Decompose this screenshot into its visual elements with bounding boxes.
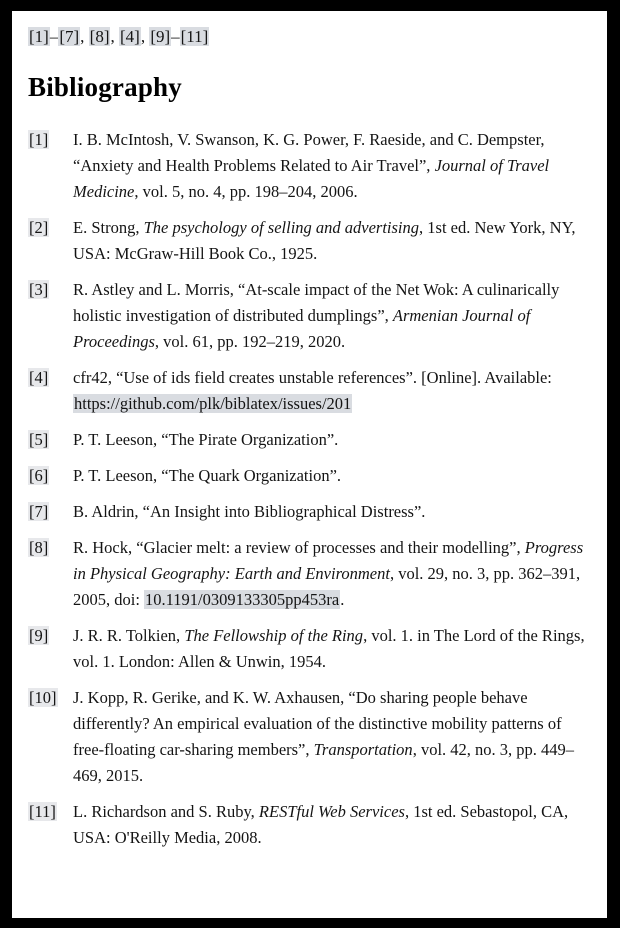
reference-item [28, 685, 599, 789]
reference-label-link[interactable]: [2] [29, 218, 49, 237]
reference-text-segment: P. T. Leeson, “The Pirate Organization”. [73, 430, 339, 449]
italic-title: Progress in Physical Geography: Earth and Environment [73, 538, 584, 583]
reference-label-link[interactable]: [5] [29, 430, 49, 449]
reference-text-segment: . [340, 590, 345, 609]
reference-label [28, 463, 73, 489]
reference-text [73, 535, 599, 613]
reference-text-segment: J. Kopp, R. Gerike, and K. W. Axhausen, “Do sharing people behave differently? An empirical evaluation of the distinctive mobility patterns of free-floating car-sharing members”, [73, 688, 562, 759]
italic-title: Armenian Journal of Proceedings [73, 306, 531, 351]
reference-text [73, 623, 599, 675]
citation-link[interactable]: [1] [29, 27, 49, 46]
reference-item [28, 365, 599, 417]
reference-text-segment: , vol. 5, no. 4, pp. 198–204, 2006. [134, 182, 358, 201]
reference-item [28, 535, 599, 613]
reference-label-link[interactable]: [11] [29, 802, 56, 821]
reference-label-link[interactable]: [10] [29, 688, 57, 707]
page-content [12, 11, 607, 851]
reference-text-segment: L. Richardson and S. Ruby, [73, 802, 259, 821]
citation-separator: – [171, 27, 180, 46]
reference-label-link[interactable]: [8] [29, 538, 49, 557]
reference-text-segment: R. Hock, “Glacier melt: a review of processes and their modelling”, [73, 538, 525, 557]
reference-label [28, 215, 73, 241]
reference-text-segment: , vol. 29, no. 3, pp. 362–391, 2005, doi: [73, 564, 581, 609]
citation-separator: , [110, 27, 119, 46]
reference-item [28, 623, 599, 675]
citation-separator: , [140, 27, 150, 46]
reference-text [73, 799, 599, 851]
reference-text-segment: J. R. R. Tolkien, [73, 626, 185, 645]
italic-title: Journal of Travel Medicine [73, 156, 550, 201]
reference-text [73, 215, 599, 267]
reference-label [28, 623, 73, 649]
citation-line [28, 26, 599, 48]
reference-label [28, 127, 73, 153]
reference-text-segment: I. B. McIntosh, V. Swanson, K. G. Power, F. Raeside, and C. Dempster, “Anxiety and Health Problems Related to Air Travel”, [73, 130, 545, 175]
reference-label [28, 799, 73, 825]
document-page [12, 11, 607, 918]
reference-text-segment: , vol. 42, no. 3, pp. 449–469, 2015. [73, 740, 575, 785]
reference-text-segment: , vol. 1. in The Lord of the Rings, vol. 1. London: Allen & Unwin, 1954. [73, 626, 585, 671]
reference-label-link[interactable]: [4] [29, 368, 49, 387]
italic-title: The Fellowship of the Ring [184, 626, 364, 645]
reference-label [28, 277, 73, 303]
reference-text-segment: , vol. 61, pp. 192–219, 2020. [154, 332, 346, 351]
reference-label [28, 685, 73, 711]
reference-label-link[interactable]: [7] [29, 502, 49, 521]
reference-label [28, 365, 73, 391]
citation-link[interactable]: [11] [180, 27, 209, 46]
reference-item [28, 427, 599, 453]
reference-item [28, 277, 599, 355]
reference-link[interactable]: https://github.com/plk/biblatex/issues/201 [74, 394, 352, 413]
reference-label-link[interactable]: [3] [29, 280, 49, 299]
reference-label-link[interactable]: [1] [29, 130, 49, 149]
citation-link[interactable]: [4] [119, 27, 140, 46]
reference-text [73, 365, 599, 417]
reference-text-segment: , 1st ed. New York, NY, USA: McGraw-Hill Book Co., 1925. [73, 218, 576, 263]
reference-item [28, 127, 599, 205]
italic-title: The psychology of selling and advertising [143, 218, 420, 237]
italic-title: RESTful Web Services [258, 802, 405, 821]
reference-text-segment: cfr42, “Use of ids field creates unstable references”. [Online]. Available: [73, 368, 552, 387]
citation-separator: – [49, 27, 59, 46]
reference-list [28, 127, 599, 851]
citation-link[interactable]: [7] [59, 27, 80, 46]
bibliography-heading: Bibliography [28, 72, 182, 102]
reference-text-segment: P. T. Leeson, “The Quark Organization”. [73, 466, 342, 485]
italic-title: Transportation [313, 740, 413, 759]
reference-label-link[interactable]: [6] [29, 466, 49, 485]
reference-link[interactable]: 10.1191/0309133305pp453ra [145, 590, 340, 609]
reference-label [28, 499, 73, 525]
reference-text [73, 499, 599, 525]
reference-text-segment: B. Aldrin, “An Insight into Bibliographical Distress”. [73, 502, 426, 521]
reference-label [28, 535, 73, 561]
reference-item [28, 463, 599, 489]
reference-item [28, 215, 599, 267]
reference-item [28, 799, 599, 851]
reference-text [73, 463, 599, 489]
reference-text-segment: E. Strong, [73, 218, 144, 237]
reference-label-link[interactable]: [9] [29, 626, 49, 645]
reference-text [73, 127, 599, 205]
reference-item [28, 499, 599, 525]
citation-link[interactable]: [9] [150, 27, 171, 46]
citation-link[interactable]: [8] [89, 27, 110, 46]
reference-label [28, 427, 73, 453]
reference-text-segment: R. Astley and L. Morris, “At-scale impact of the Net Wok: A culinarically holistic investigation of distributed dumplings”, [73, 280, 560, 325]
reference-text-segment: , 1st ed. Sebastopol, CA, USA: O'Reilly Media, 2008. [73, 802, 569, 847]
reference-text [73, 685, 599, 789]
citation-separator: , [80, 27, 89, 46]
reference-text [73, 427, 599, 453]
reference-text [73, 277, 599, 355]
